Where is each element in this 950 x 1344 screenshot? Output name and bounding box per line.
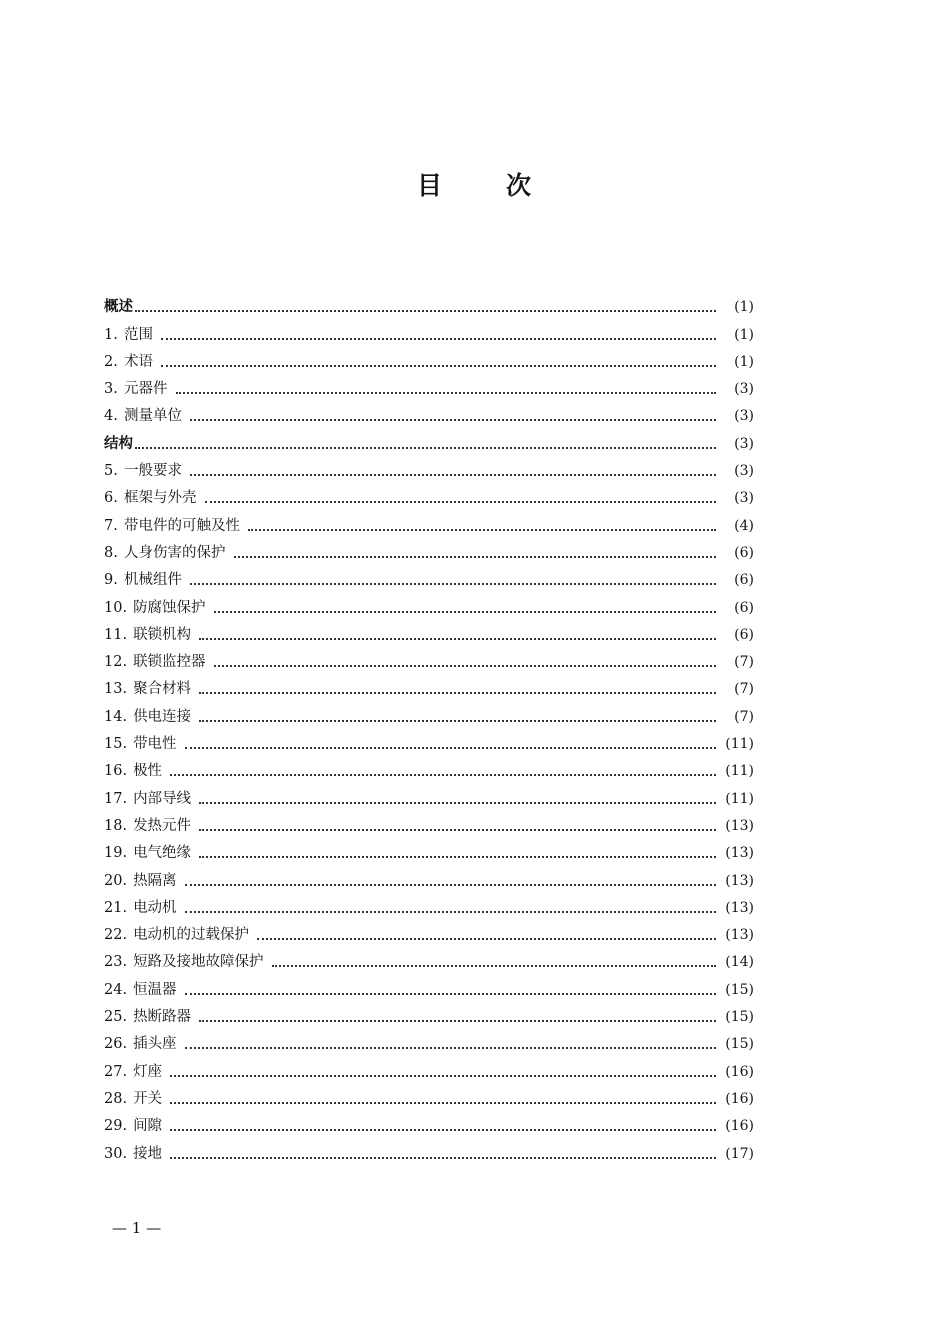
toc-entry-row	[104, 345, 754, 372]
toc-dot-leader	[161, 338, 716, 340]
toc-entry-text: 联锁机构	[133, 626, 192, 643]
toc-entry-text: 框架与外壳	[124, 490, 197, 507]
toc-entry-page: (13)	[725, 872, 754, 889]
toc-entry-text: 开关	[133, 1090, 163, 1107]
toc-entry-text: 带电性	[133, 736, 177, 753]
toc-entry-row	[104, 536, 754, 563]
toc-entry-label	[104, 843, 191, 863]
toc-entry-number: 26.	[104, 1036, 128, 1053]
toc-entry-page: (4)	[734, 517, 754, 534]
toc-entry-text: 电动机	[133, 899, 177, 916]
toc-dot-leader	[170, 774, 716, 776]
toc-dot-leader	[190, 474, 716, 476]
toc-entry-text: 插头座	[133, 1036, 177, 1053]
toc-entry-text: 机械组件	[124, 572, 182, 589]
toc-entry-row	[104, 481, 754, 508]
toc-entry-row	[104, 1136, 754, 1163]
toc-entry-label	[104, 325, 153, 345]
toc-entry-label	[104, 297, 133, 317]
toc-dot-leader	[199, 802, 716, 804]
toc-entry-row	[104, 618, 754, 645]
toc-entry-label	[104, 952, 264, 972]
toc-entry-text: 灯座	[133, 1063, 163, 1080]
toc-dot-leader	[170, 1102, 716, 1104]
toc-entry-page: (11)	[725, 763, 754, 780]
toc-dot-leader	[190, 419, 716, 421]
toc-entry-number: 9.	[104, 572, 118, 589]
toc-entry-label	[104, 598, 206, 618]
toc-entry-number: 5.	[104, 463, 118, 480]
toc-dot-leader	[170, 1075, 716, 1077]
toc-dot-leader	[185, 993, 716, 995]
toc-entry-page: (13)	[725, 845, 754, 862]
toc-entry-row	[104, 727, 754, 754]
toc-entry-row	[104, 754, 754, 781]
toc-entry-number: 27.	[104, 1063, 128, 1080]
toc-entry-row	[104, 699, 754, 726]
toc-entry-number: 16.	[104, 763, 128, 780]
toc-entry-number: 18.	[104, 817, 128, 834]
toc-entry-label	[104, 570, 182, 590]
toc-entry-label	[104, 707, 191, 727]
toc-entry-number: 15.	[104, 736, 128, 753]
toc-entry-text: 热断路器	[133, 1009, 192, 1026]
toc-entry-page: (6)	[734, 572, 754, 589]
toc-entry-label	[104, 1116, 162, 1136]
toc-dot-leader	[135, 310, 716, 312]
toc-entry-text: 供电连接	[133, 708, 192, 725]
toc-entry-label	[104, 379, 168, 399]
toc-dot-leader	[199, 638, 716, 640]
toc-dot-leader	[185, 911, 716, 913]
toc-entry-number: 23.	[104, 954, 128, 971]
toc-entry-text: 发热元件	[133, 817, 192, 834]
toc-entry-label	[104, 1062, 162, 1082]
toc-entry-text: 短路及接地故障保护	[133, 954, 264, 971]
toc-entry-number: 8.	[104, 544, 118, 561]
toc-dot-leader	[176, 392, 717, 394]
toc-entry-row	[104, 508, 754, 535]
toc-entry-page: (13)	[725, 927, 754, 944]
toc-dot-leader	[161, 365, 716, 367]
toc-dot-leader	[234, 556, 717, 558]
toc-entry-row	[104, 918, 754, 945]
toc-entry-row	[104, 399, 754, 426]
toc-entry-number: 2.	[104, 353, 118, 370]
toc-entry-page: (13)	[725, 899, 754, 916]
toc-entry-text: 电动机的过载保护	[133, 927, 250, 944]
toc-dot-leader	[135, 447, 716, 449]
toc-entry-label	[104, 980, 177, 1000]
toc-entry-row	[104, 454, 754, 481]
toc-entry-label	[104, 816, 191, 836]
toc-entry-text: 接地	[133, 1145, 163, 1162]
toc-entry-row	[104, 1054, 754, 1081]
toc-entry-number: 19.	[104, 845, 128, 862]
toc-section-row	[104, 290, 754, 317]
toc-entry-row	[104, 891, 754, 918]
toc-entry-page: (11)	[725, 736, 754, 753]
toc-dot-leader	[214, 611, 716, 613]
toc-entry-label	[104, 461, 182, 481]
toc-dot-leader	[190, 583, 716, 585]
toc-entry-label	[104, 925, 249, 945]
toc-entry-text: 元器件	[124, 381, 168, 398]
toc-entry-page: (6)	[734, 626, 754, 643]
toc-entry-text: 结构	[104, 434, 133, 452]
toc-entry-row	[104, 590, 754, 617]
toc-entry-number: 7.	[104, 517, 118, 534]
toc-entry-page: (7)	[734, 708, 754, 725]
toc-entry-text: 极性	[133, 763, 163, 780]
toc-entry-text: 恒温器	[133, 981, 177, 998]
toc-entry-row	[104, 781, 754, 808]
toc-entry-row	[104, 645, 754, 672]
toc-entry-label	[104, 1007, 191, 1027]
toc-entry-page: (11)	[725, 790, 754, 807]
toc-entry-label	[104, 434, 133, 454]
toc-entry-text: 一般要求	[124, 463, 182, 480]
toc-entry-text: 内部导线	[133, 790, 192, 807]
toc-entry-page: (3)	[734, 381, 754, 398]
toc-entry-number: 29.	[104, 1118, 128, 1135]
toc-dot-leader	[199, 692, 716, 694]
toc-entry-row	[104, 809, 754, 836]
toc-entry-number: 12.	[104, 654, 128, 671]
toc-entry-row	[104, 945, 754, 972]
toc-entry-number: 13.	[104, 681, 128, 698]
toc-entry-text: 间隙	[133, 1118, 163, 1135]
toc-entry-page: (1)	[734, 353, 754, 370]
toc-entry-text: 防腐蚀保护	[133, 599, 206, 616]
toc-entry-number: 17.	[104, 790, 128, 807]
toc-entry-page: (16)	[725, 1063, 754, 1080]
toc-entry-text: 测量单位	[124, 408, 182, 425]
toc-dot-leader	[248, 529, 716, 531]
toc-entry-page: (14)	[725, 954, 754, 971]
toc-entry-row	[104, 863, 754, 890]
toc-entry-row	[104, 836, 754, 863]
toc-dot-leader	[272, 965, 716, 967]
toc-entry-number: 10.	[104, 599, 128, 616]
toc-entry-number: 22.	[104, 927, 128, 944]
toc-entry-text: 联锁监控器	[133, 654, 206, 671]
toc-dot-leader	[199, 1020, 716, 1022]
toc-entry-row	[104, 1082, 754, 1109]
toc-entry-label	[104, 352, 153, 372]
toc-entry-text: 热隔离	[133, 872, 177, 889]
page-number-footer: — 1 —	[112, 1219, 162, 1237]
toc-entry-number: 1.	[104, 326, 118, 343]
toc-entry-page: (1)	[734, 326, 754, 343]
toc-entry-label	[104, 679, 191, 699]
toc-entry-number: 30.	[104, 1145, 128, 1162]
toc-entry-page: (16)	[725, 1118, 754, 1135]
toc-dot-leader	[205, 501, 717, 503]
toc-entry-row	[104, 317, 754, 344]
toc-entry-label	[104, 652, 206, 672]
toc-entry-label	[104, 734, 177, 754]
title-char-1: 目	[416, 171, 444, 200]
toc-entry-number: 24.	[104, 981, 128, 998]
toc-entry-label	[104, 761, 162, 781]
toc-entry-row	[104, 372, 754, 399]
toc-entry-label	[104, 1144, 162, 1164]
toc-entry-page: (15)	[725, 1036, 754, 1053]
toc-section-row	[104, 426, 754, 453]
toc-entry-row	[104, 1000, 754, 1027]
toc-dot-leader	[199, 720, 716, 722]
toc-dot-leader	[185, 884, 716, 886]
toc-dot-leader	[199, 856, 716, 858]
toc-entry-number: 20.	[104, 872, 128, 889]
toc-entry-page: (3)	[734, 463, 754, 480]
toc-entry-row	[104, 672, 754, 699]
toc-entry-label	[104, 871, 177, 891]
toc-entry-page: (6)	[734, 544, 754, 561]
toc-entry-page: (15)	[725, 981, 754, 998]
toc-entry-label	[104, 1034, 177, 1054]
toc-entry-label	[104, 543, 226, 563]
toc-dot-leader	[185, 747, 716, 749]
toc-entry-number: 4.	[104, 408, 118, 425]
toc-entry-text: 术语	[124, 353, 153, 370]
page-title	[0, 166, 950, 200]
toc-dot-leader	[170, 1129, 716, 1131]
toc-entry-number: 6.	[104, 490, 118, 507]
toc-entry-number: 25.	[104, 1009, 128, 1026]
toc-dot-leader	[214, 665, 716, 667]
toc-entry-page: (1)	[734, 299, 754, 316]
toc-entry-page: (15)	[725, 1009, 754, 1026]
toc-dot-leader	[257, 938, 716, 940]
toc-entry-page: (17)	[725, 1145, 754, 1162]
toc-entry-page: (7)	[734, 654, 754, 671]
toc-dot-leader	[170, 1157, 716, 1159]
toc-entry-text: 人身伤害的保护	[124, 544, 226, 561]
toc-entry-page: (3)	[734, 435, 754, 452]
toc-entry-row	[104, 1109, 754, 1136]
toc-entry-number: 11.	[104, 626, 128, 643]
toc-dot-leader	[199, 829, 716, 831]
toc-entry-text: 范围	[124, 326, 153, 343]
title-char-2: 次	[506, 171, 534, 200]
toc-entry-number: 3.	[104, 381, 118, 398]
toc-entry-label	[104, 406, 182, 426]
toc-entry-page: (3)	[734, 408, 754, 425]
toc-dot-leader	[185, 1047, 716, 1049]
toc-entry-text: 聚合材料	[133, 681, 192, 698]
toc-entry-number: 14.	[104, 708, 128, 725]
toc-entry-page: (16)	[725, 1090, 754, 1107]
toc-entry-row	[104, 972, 754, 999]
toc-entry-text: 带电件的可触及性	[124, 517, 240, 534]
toc-entry-row	[104, 563, 754, 590]
toc-entry-label	[104, 789, 191, 809]
toc-entry-page: (3)	[734, 490, 754, 507]
toc-entry-label	[104, 516, 240, 536]
toc-entry-text: 电气绝缘	[133, 845, 192, 862]
toc-entry-text: 概述	[104, 298, 133, 316]
table-of-contents	[104, 290, 754, 1164]
toc-entry-number: 21.	[104, 899, 128, 916]
toc-entry-label	[104, 898, 177, 918]
toc-entry-page: (7)	[734, 681, 754, 698]
toc-entry-number: 28.	[104, 1090, 128, 1107]
toc-entry-label	[104, 1089, 162, 1109]
toc-entry-label	[104, 488, 197, 508]
toc-entry-label	[104, 625, 191, 645]
toc-entry-page: (6)	[734, 599, 754, 616]
toc-entry-row	[104, 1027, 754, 1054]
toc-entry-page: (13)	[725, 817, 754, 834]
